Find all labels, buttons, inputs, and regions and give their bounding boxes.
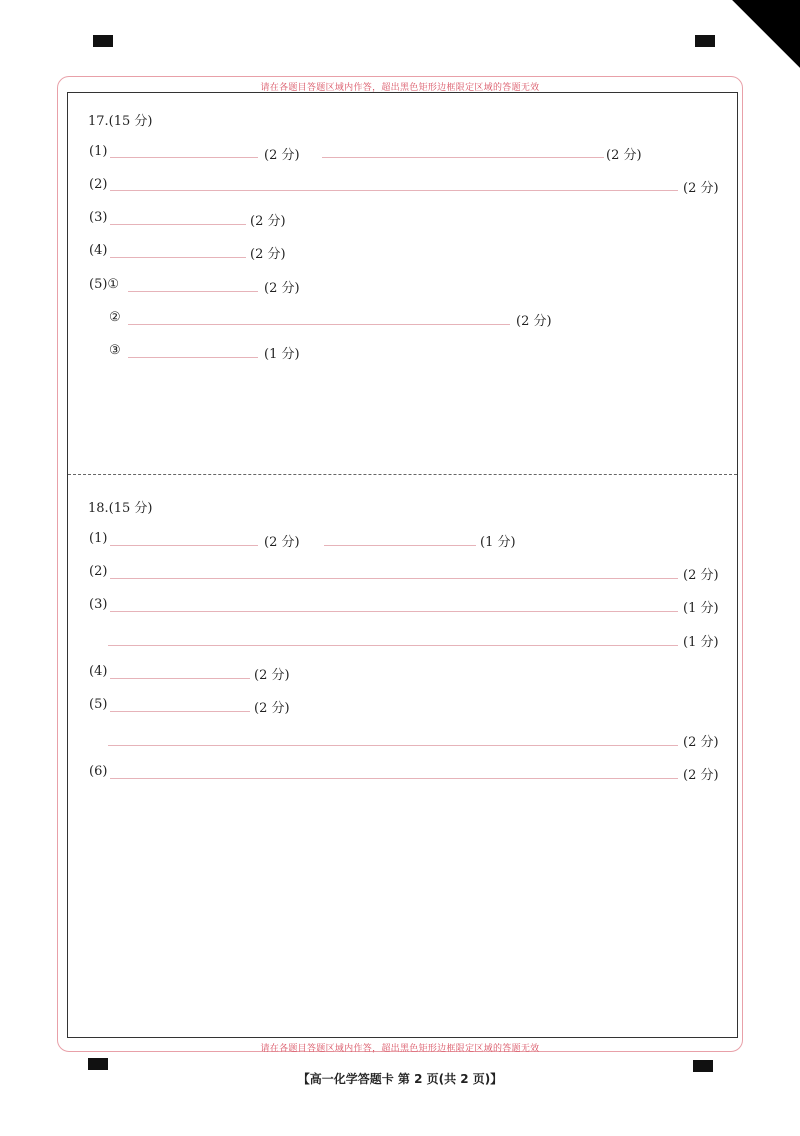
score-label: (2 分) <box>250 247 286 262</box>
question-title: 17.(15 分) <box>88 114 153 129</box>
warning-text-top: 请在各题目答题区域内作答，超出黑色矩形边框限定区域的答题无效 <box>260 83 540 93</box>
answer-line[interactable] <box>110 190 678 191</box>
score-label: (1 分) <box>683 601 719 616</box>
answer-line[interactable] <box>128 324 510 325</box>
sub-part-label: ③ <box>109 343 121 358</box>
part-label: (2) <box>89 564 108 579</box>
score-label: (1 分) <box>683 635 719 650</box>
answer-line[interactable] <box>110 224 246 225</box>
answer-line[interactable] <box>110 711 250 712</box>
part-label: (3) <box>89 597 108 612</box>
warning-text-bottom: 请在各题目答题区域内作答，超出黑色矩形边框限定区域的答题无效 <box>260 1044 540 1054</box>
part-label: (3) <box>89 210 108 225</box>
answer-line[interactable] <box>110 157 258 158</box>
part-label: (5)① <box>89 277 120 292</box>
score-label: (2 分) <box>606 148 642 163</box>
score-label: (2 分) <box>264 281 300 296</box>
answer-line[interactable] <box>324 545 476 546</box>
section-divider <box>68 474 737 475</box>
score-label: (1 分) <box>480 535 516 550</box>
answer-line[interactable] <box>128 357 258 358</box>
score-label: (2 分) <box>254 668 290 683</box>
part-label: (2) <box>89 177 108 192</box>
part-label: (4) <box>89 243 108 258</box>
answer-line[interactable] <box>110 578 678 579</box>
alignment-marker-top-left <box>93 35 113 47</box>
answer-line[interactable] <box>110 545 258 546</box>
part-label: (4) <box>89 664 108 679</box>
score-label: (2 分) <box>264 535 300 550</box>
answer-box-border <box>67 92 738 1038</box>
score-label: (2 分) <box>264 148 300 163</box>
score-label: (2 分) <box>516 314 552 329</box>
score-label: (2 分) <box>254 701 290 716</box>
score-label: (1 分) <box>264 347 300 362</box>
page-corner-mark <box>732 0 800 68</box>
score-label: (2 分) <box>250 214 286 229</box>
answer-line[interactable] <box>110 678 250 679</box>
question-title: 18.(15 分) <box>88 501 153 516</box>
alignment-marker-bottom-left <box>88 1058 108 1070</box>
part-label: (6) <box>89 764 108 779</box>
score-label: (2 分) <box>683 181 719 196</box>
page-footer: 【高一化学答题卡 第 2 页(共 2 页)】 <box>297 1072 503 1086</box>
answer-line[interactable] <box>322 157 604 158</box>
answer-line[interactable] <box>110 611 678 612</box>
sub-part-label: ② <box>109 310 121 325</box>
answer-line[interactable] <box>110 778 678 779</box>
part-label: (1) <box>89 144 108 159</box>
part-label: (1) <box>89 531 108 546</box>
alignment-marker-top-right <box>695 35 715 47</box>
part-label: (5) <box>89 697 108 712</box>
answer-line[interactable] <box>110 257 246 258</box>
answer-line[interactable] <box>128 291 258 292</box>
score-label: (2 分) <box>683 768 719 783</box>
answer-line[interactable] <box>108 745 678 746</box>
score-label: (2 分) <box>683 735 719 750</box>
score-label: (2 分) <box>683 568 719 583</box>
answer-line[interactable] <box>108 645 678 646</box>
